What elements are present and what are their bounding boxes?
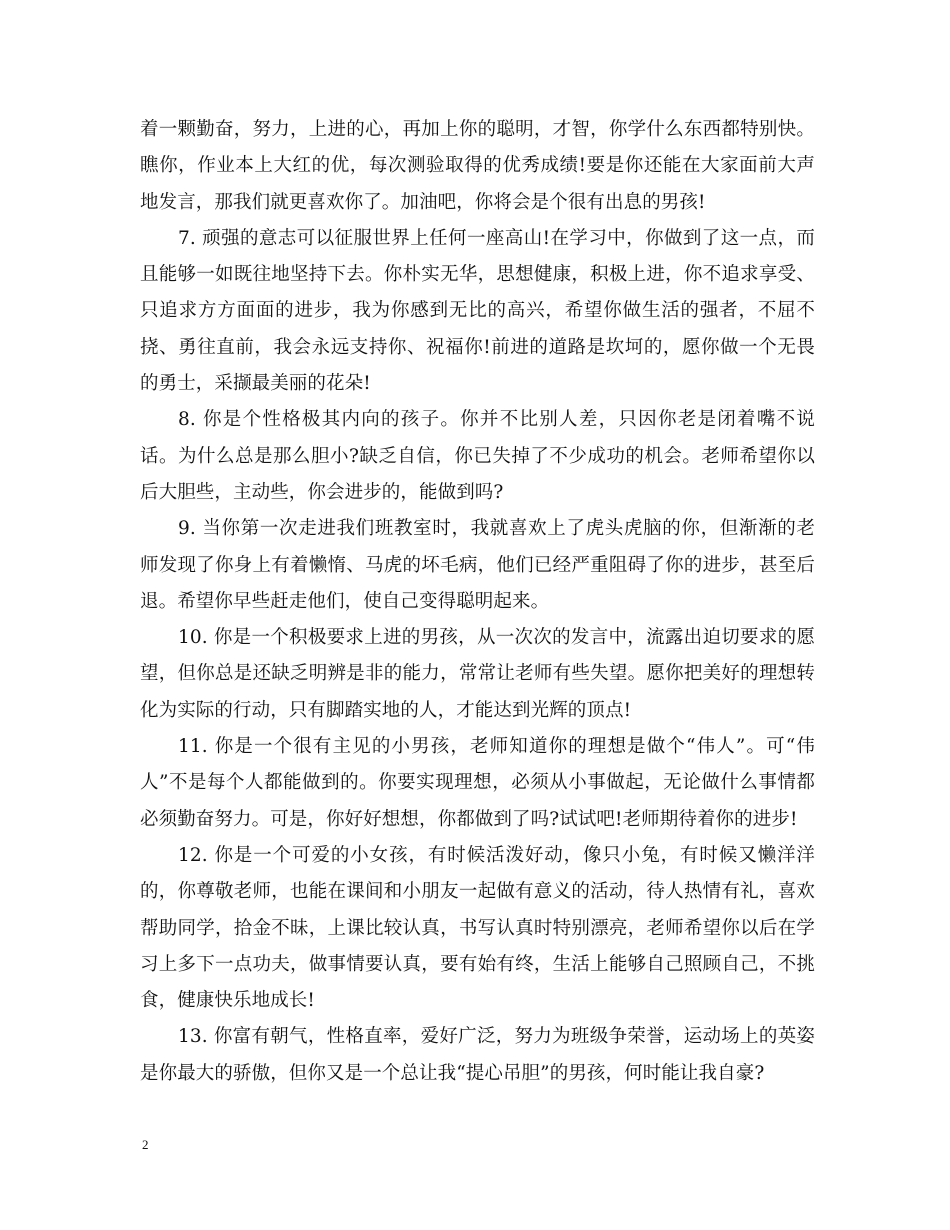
paragraph-item-13: 13. 你富有朝气，性格直率，爱好广泛，努力为班级争荣誉，运动场上的英姿是你最大的骄傲，但你又是一个总让我“提心吊胆”的男孩，何时能让我自豪? xyxy=(140,1026,815,1084)
paragraph-item-11: 11. 你是一个很有主见的小男孩，老师知道你的理想是做个“伟人”。可“伟人”不是每个人都能做到的。你要实现理想，必须从小事做起，无论做什么事情都必须勤奋努力。可是，你好好想想，你都做到了吗?试试吧!老师期待着你的进步! xyxy=(140,736,815,830)
paragraph-continued: 着一颗勤奋，努力，上进的心，再加上你的聪明，才智，你学什么东西都特别快。瞧你，作业本上大红的优，每次测验取得的优秀成绩!要是你还能在大家面前大声地发言，那我们就更喜欢你了。加油吧，你将会是个很有出息的男孩! xyxy=(140,119,815,213)
paragraph-item-7: 7. 顽强的意志可以征服世界上任何一座高山!在学习中，你做到了这一点，而且能够一如既往地坚持下去。你朴实无华，思想健康，积极上进，你不追求享受、只追求方方面面的进步，我为你感到无比的高兴，希望你做生活的强者，不屈不挠、勇往直前，我会永远支持你、祝福你!前进的道路是坎坷的，愿你做一个无畏的勇士，采撷最美丽的花朵! xyxy=(140,227,815,395)
document-body xyxy=(140,112,815,1092)
paragraph-item-9: 9. 当你第一次走进我们班教室时，我就喜欢上了虎头虎脑的你，但渐渐的老师发现了你身上有着懒惰、马虎的坏毛病，他们已经严重阻碍了你的进步，甚至后退。希望你早些赶走他们，使自己变得聪明起来。 xyxy=(140,518,815,612)
page-number: 2 xyxy=(142,1137,149,1152)
paragraph-item-12: 12. 你是一个可爱的小女孩，有时候活泼好动，像只小兔，有时候又懒洋洋的，你尊敬老师，也能在课间和小朋友一起做有意义的活动，待人热情有礼，喜欢帮助同学，拾金不昧，上课比较认真，书写认真时特别漂亮，老师希望你以后在学习上多下一点功夫，做事情要认真，要有始有终，生活上能够自己照顾自己，不挑食，健康快乐地成长! xyxy=(140,844,815,1012)
paragraph-item-8: 8. 你是个性格极其内向的孩子。你并不比别人差，只因你老是闭着嘴不说话。为什么总是那么胆小?缺乏自信，你已失掉了不少成功的机会。老师希望你以后大胆些，主动些，你会进步的，能做到吗? xyxy=(140,409,815,503)
paragraph-item-10: 10. 你是一个积极要求上进的男孩，从一次次的发言中，流露出迫切要求的愿望，但你总是还缺乏明辨是非的能力，常常让老师有些失望。愿你把美好的理想转化为实际的行动，只有脚踏实地的人，才能达到光辉的顶点! xyxy=(140,627,815,721)
